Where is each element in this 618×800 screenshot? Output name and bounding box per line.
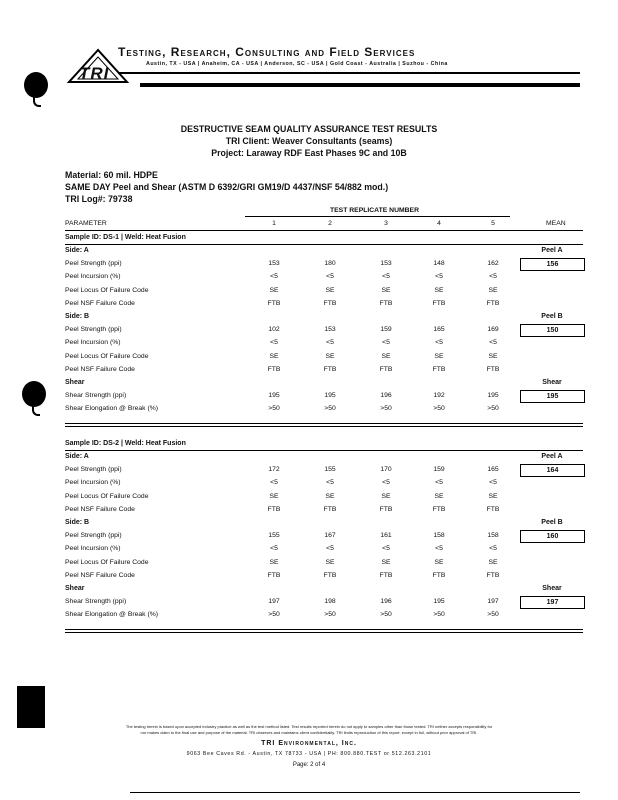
replicate-value: 180 [324, 260, 336, 268]
mean-value-box: 160 [520, 530, 585, 543]
replicate-value: SE [269, 558, 279, 566]
company-banner: Testing, Research, Consulting and Field Services [118, 45, 416, 59]
office-locations: Austin, TX - USA | Anaheim, CA - USA | Anderson, SC - USA | Gold Coast - Australia | Suzhou - China [146, 61, 448, 67]
replicate-value: SE [325, 286, 335, 294]
replicate-value: FTB [379, 505, 393, 513]
binder-mark-bottom [17, 686, 45, 728]
footer-address: 9063 Bee Caves Rd. - Austin, TX 78733 - USA | PH: 800.880.TEST or 512.263.2101 [186, 751, 432, 757]
sample-id-line: Sample ID: DS-2 | Weld: Heat Fusion [65, 440, 186, 447]
mean-value-box: 197 [520, 596, 585, 609]
parameter-label: Peel Incursion (%) [65, 545, 121, 553]
sample-end-rule-double [65, 426, 583, 427]
method-line: SAME DAY Peel and Shear (ASTM D 6392/GRI GM19/D 4437/NSF 54/882 mod.) [65, 182, 389, 192]
project-line: Project: Laraway RDF East Phases 9C and 10B [211, 148, 407, 158]
page-number: Page: 2 of 4 [292, 762, 326, 768]
column-header-2: 2 [328, 220, 332, 227]
replicate-value: <5 [489, 479, 497, 487]
replicate-value: 165 [487, 466, 499, 474]
replicate-value: <5 [270, 339, 278, 347]
replicate-value: SE [381, 286, 391, 294]
group-title: Shear [65, 379, 85, 386]
replicate-value: >50 [380, 405, 392, 413]
replicate-value: <5 [326, 339, 334, 347]
replicate-value: SE [434, 286, 444, 294]
sample-end-rule-double [65, 632, 583, 633]
sample-end-rule [65, 423, 583, 424]
group-title: Shear [65, 585, 85, 592]
replicate-value: FTB [432, 299, 446, 307]
replicate-value: >50 [433, 611, 445, 619]
replicate-value: >50 [487, 405, 499, 413]
replicate-value: SE [434, 352, 444, 360]
column-header-4: 4 [437, 220, 441, 227]
parameter-label: Peel Strength (ppi) [65, 532, 122, 540]
replicate-value: 148 [433, 260, 445, 268]
replicate-value: FTB [486, 365, 500, 373]
mean-value-box: 150 [520, 324, 585, 337]
replicate-value: 153 [324, 326, 336, 334]
group-title: Side: A [65, 453, 89, 460]
log-line: TRI Log#: 79738 [65, 194, 133, 204]
material-line: Material: 60 mil. HDPE [65, 170, 158, 180]
report-title: DESTRUCTIVE SEAM QUALITY ASSURANCE TEST RESULTS [180, 124, 438, 134]
table-header-rule [65, 230, 583, 231]
client-line: TRI Client: Weaver Consultants (seams) [225, 136, 393, 146]
replicate-value: FTB [323, 505, 337, 513]
replicate-value: FTB [267, 571, 281, 579]
mean-label: Peel A [541, 453, 563, 460]
replicate-value: 155 [268, 532, 280, 540]
replicate-value: <5 [270, 479, 278, 487]
group-title: Side: A [65, 247, 89, 254]
parameter-label: Shear Strength (ppi) [65, 598, 127, 606]
disclaimer-line-2: nor makes claim to the final use and purpose of the material. TRI observes and maintains client confidentiality. TRI limits reproduction of this report, except in full, without prior approval of TRI. [140, 730, 478, 735]
mean-label: Peel B [541, 519, 563, 526]
mean-label: Peel B [541, 313, 563, 320]
replicate-value: 196 [380, 392, 392, 400]
replicate-value: 197 [487, 598, 499, 606]
replicate-value: >50 [268, 611, 280, 619]
replicate-value: FTB [486, 505, 500, 513]
mean-label: Shear [542, 585, 562, 592]
group-title: Side: B [65, 313, 90, 320]
mean-label: Shear [542, 379, 562, 386]
replicate-value: <5 [489, 545, 497, 553]
replicate-value: 159 [380, 326, 392, 334]
replicate-value: SE [325, 352, 335, 360]
parameter-label: Peel NSF Failure Code [65, 299, 135, 307]
replicate-value: 196 [380, 598, 392, 606]
parameter-label: Peel NSF Failure Code [65, 505, 135, 513]
parameter-label: Peel NSF Failure Code [65, 365, 135, 373]
replicate-value: 162 [487, 260, 499, 268]
replicate-value: SE [381, 558, 391, 566]
parameter-label: Shear Elongation @ Break (%) [65, 611, 159, 619]
sample-end-rule [65, 629, 583, 630]
replicate-value: FTB [379, 299, 393, 307]
replicate-value: 172 [268, 466, 280, 474]
replicate-value: >50 [268, 405, 280, 413]
header-rule-thick [140, 83, 580, 87]
replicate-value: <5 [270, 545, 278, 553]
replicate-value: SE [488, 558, 498, 566]
replicate-value: FTB [486, 299, 500, 307]
sample-id-underline [65, 244, 583, 245]
replicate-value: <5 [382, 273, 390, 281]
replicate-value: SE [269, 492, 279, 500]
mean-value-box: 164 [520, 464, 585, 477]
replicate-value: 195 [487, 392, 499, 400]
replicate-value: 102 [268, 326, 280, 334]
replicate-value: SE [434, 492, 444, 500]
replicate-header-underline [245, 216, 510, 217]
parameter-label: Peel Incursion (%) [65, 273, 121, 281]
replicate-value: <5 [435, 545, 443, 553]
parameter-label: Peel Locus Of Failure Code [65, 286, 149, 294]
replicate-value: <5 [435, 273, 443, 281]
parameter-header: PARAMETER [65, 220, 107, 227]
header-rule [118, 72, 580, 74]
replicate-value: >50 [433, 405, 445, 413]
replicate-value: 153 [380, 260, 392, 268]
replicate-value: <5 [382, 479, 390, 487]
replicate-value: FTB [267, 299, 281, 307]
replicate-value: 197 [268, 598, 280, 606]
parameter-label: Peel Incursion (%) [65, 339, 121, 347]
replicate-value: <5 [489, 339, 497, 347]
replicate-value: <5 [326, 479, 334, 487]
group-title: Side: B [65, 519, 90, 526]
replicate-value: FTB [486, 571, 500, 579]
replicate-value: SE [434, 558, 444, 566]
replicate-value: 195 [433, 598, 445, 606]
tri-logo-text: TRI [79, 64, 110, 83]
replicate-value: <5 [326, 273, 334, 281]
replicate-value: 192 [433, 392, 445, 400]
column-header-3: 3 [384, 220, 388, 227]
replicate-value: 198 [324, 598, 336, 606]
replicate-value: 158 [433, 532, 445, 540]
replicate-value: SE [381, 492, 391, 500]
bottom-scan-line [130, 792, 580, 793]
sample-id-underline [65, 450, 583, 451]
replicate-value: 158 [487, 532, 499, 540]
replicate-value: FTB [323, 299, 337, 307]
footer-company: TRI Environmental, Inc. [261, 740, 357, 747]
replicate-value: 153 [268, 260, 280, 268]
replicate-value: FTB [432, 365, 446, 373]
parameter-label: Peel Locus Of Failure Code [65, 492, 149, 500]
mean-header: MEAN [546, 220, 566, 227]
disclaimer-line-1: The testing herein is based upon accepted industry practice as well as the test method listed. Test results reported herein do not apply to samples other than those tested. TRI neither accepts responsibility for [125, 724, 493, 729]
replicate-value: FTB [432, 505, 446, 513]
replicate-value: 195 [268, 392, 280, 400]
binder-hole-top-tail [33, 93, 41, 107]
parameter-label: Peel Locus Of Failure Code [65, 352, 149, 360]
mean-value-box: 156 [520, 258, 585, 271]
replicate-value: SE [488, 286, 498, 294]
replicate-value: >50 [380, 611, 392, 619]
replicate-value: 155 [324, 466, 336, 474]
column-header-5: 5 [491, 220, 495, 227]
replicate-value: 169 [487, 326, 499, 334]
replicate-value: 161 [380, 532, 392, 540]
replicate-value: 195 [324, 392, 336, 400]
replicate-value: FTB [267, 505, 281, 513]
replicate-value: SE [488, 352, 498, 360]
replicate-value: 159 [433, 466, 445, 474]
replicate-value: 165 [433, 326, 445, 334]
replicate-value: <5 [382, 339, 390, 347]
binder-hole-middle-tail [32, 402, 40, 416]
replicate-value: SE [488, 492, 498, 500]
replicate-value: >50 [324, 611, 336, 619]
replicate-value: SE [325, 492, 335, 500]
replicate-value: FTB [379, 365, 393, 373]
replicate-value: SE [381, 352, 391, 360]
parameter-label: Peel Locus Of Failure Code [65, 558, 149, 566]
replicate-value: SE [269, 286, 279, 294]
parameter-label: Peel Strength (ppi) [65, 466, 122, 474]
replicate-value: >50 [487, 611, 499, 619]
replicate-value: FTB [323, 571, 337, 579]
parameter-label: Peel NSF Failure Code [65, 571, 135, 579]
replicate-value: <5 [270, 273, 278, 281]
parameter-label: Shear Strength (ppi) [65, 392, 127, 400]
parameter-label: Peel Incursion (%) [65, 479, 121, 487]
replicate-value: SE [325, 558, 335, 566]
replicate-value: FTB [267, 365, 281, 373]
replicate-header: TEST REPLICATE NUMBER [330, 207, 419, 214]
parameter-label: Peel Strength (ppi) [65, 260, 122, 268]
parameter-label: Peel Strength (ppi) [65, 326, 122, 334]
sample-id-line: Sample ID: DS-1 | Weld: Heat Fusion [65, 234, 186, 241]
replicate-value: <5 [382, 545, 390, 553]
replicate-value: <5 [435, 479, 443, 487]
parameter-label: Shear Elongation @ Break (%) [65, 405, 159, 413]
replicate-value: <5 [489, 273, 497, 281]
replicate-value: 167 [324, 532, 336, 540]
replicate-value: FTB [379, 571, 393, 579]
replicate-value: <5 [435, 339, 443, 347]
replicate-value: <5 [326, 545, 334, 553]
replicate-value: FTB [323, 365, 337, 373]
column-header-1: 1 [272, 220, 276, 227]
mean-value-box: 195 [520, 390, 585, 403]
replicate-value: 170 [380, 466, 392, 474]
replicate-value: FTB [432, 571, 446, 579]
mean-label: Peel A [541, 247, 563, 254]
replicate-value: SE [269, 352, 279, 360]
replicate-value: >50 [324, 405, 336, 413]
